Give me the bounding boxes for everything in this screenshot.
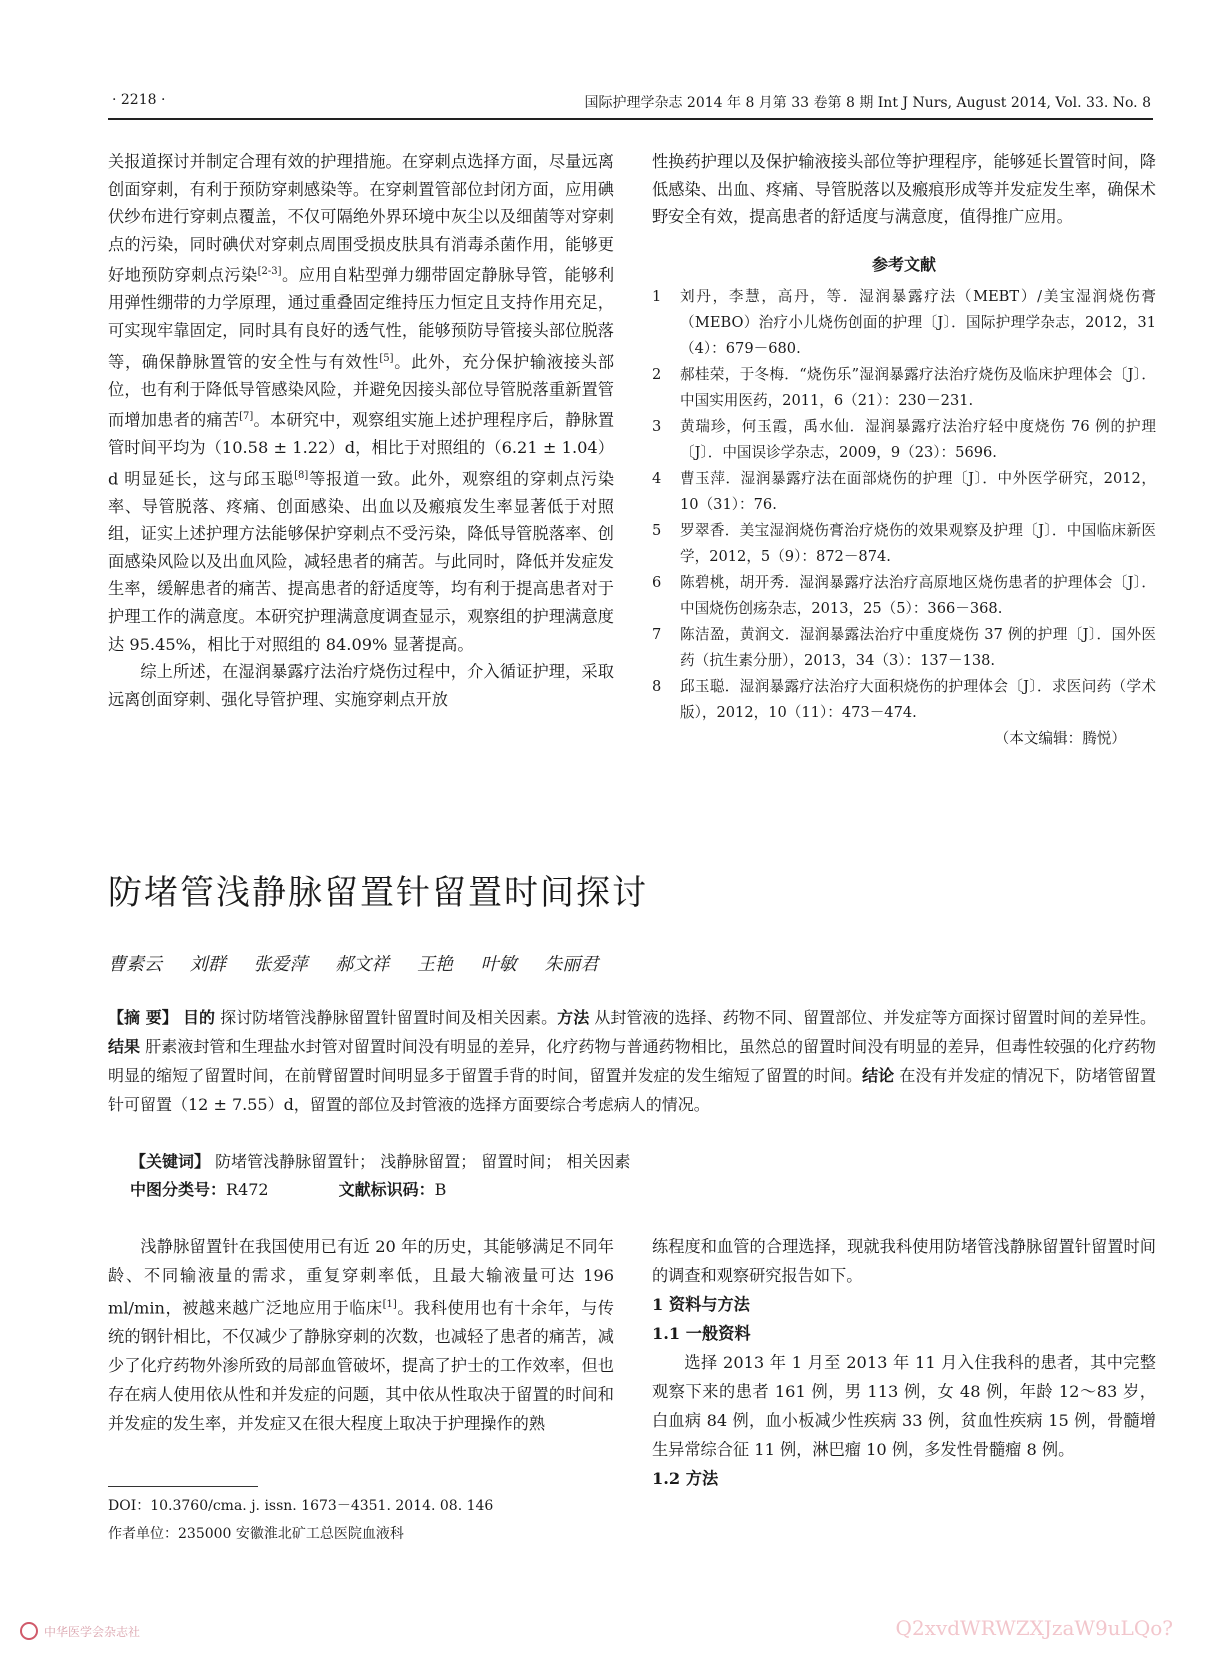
lower-right-column	[652, 1232, 1156, 1493]
reference-item: 7 陈洁盈，黄润文．湿润暴露法治疗中重度烧伤 37 例的护理〔J〕．国外医药（抗生素分册），2013，34（3）：137－138.	[652, 626, 1156, 670]
journal-citation: 国际护理学杂志 2014 年 8 月第 33 卷第 8 期 Int J Nurs, August 2014, Vol. 33. No. 8	[584, 95, 1151, 111]
abstract-label: 【摘 要】	[108, 1008, 178, 1027]
author: 张爱萍	[253, 954, 308, 975]
article-title: 防堵管浅静脉留置针留置时间探讨	[108, 873, 648, 913]
methods-paragraph: 选择 2013 年 1 月至 2013 年 11 月入住我科的患者，其中完整观察下来的患者 161 例，男 113 例，女 48 例，年龄 12～83 岁，白血病 84 例，血小板减少性疾病 33 例，贫血性疾病 15 例，骨髓增生异常综合征 11 例，淋巴瘤 10 例，多发性骨髓瘤 8 例。	[652, 1353, 1156, 1459]
publisher-logo: 中华医学会杂志社	[20, 1622, 140, 1640]
upper-right-column	[652, 148, 1156, 752]
author: 叶敏	[480, 954, 517, 975]
logo-icon	[20, 1622, 38, 1640]
author: 王艳	[416, 954, 453, 975]
author: 曹素云	[108, 954, 162, 975]
subsection-heading: 1.1 一般资料	[652, 1324, 751, 1343]
reference-item: 8 邱玉聪．湿润暴露疗法治疗大面积烧伤的护理体会〔J〕．求医问药（学术版），2012，10（11）：473－474.	[652, 678, 1156, 722]
author-unit-note: 作者单位：235000 安徽淮北矿工总医院血液科	[108, 1526, 404, 1542]
author: 郝文祥	[335, 954, 390, 975]
reference-list	[652, 284, 1156, 726]
header-rule	[108, 118, 1153, 120]
section-heading: 1 资料与方法	[652, 1295, 750, 1314]
subsection-heading: 1.2 方法	[652, 1469, 719, 1488]
author: 朱丽君	[544, 954, 599, 975]
keywords: 【关键词】 防堵管浅静脉留置针； 浅静脉留置； 留置时间； 相关因素	[130, 1152, 631, 1171]
keywords-label: 【关键词】	[130, 1152, 211, 1171]
reference-item: 3 黄瑞珍，何玉霞，禹水仙．湿润暴露疗法治疗轻中度烧伤 76 例的护理〔J〕．中国误诊学杂志，2009，9（23）：5696.	[652, 418, 1156, 462]
reference-item: 6 陈碧桃，胡开秀．湿润暴露疗法治疗高原地区烧伤患者的护理体会〔J〕．中国烧伤创疡杂志，2013，25（5）：366－368.	[652, 574, 1156, 618]
references-heading: 参考文献	[871, 254, 936, 274]
intro-paragraph: 浅静脉留置针在我国使用已有近 20 年的历史，其能够满足不同年龄、不同输液量的需求，重复穿刺率低，且最大输液量可达 196 ml/min，被越来越广泛地应用于临床[1]。我科使用也有十余年，与传统的钢针相比，不仅减少了静脉穿刺的次数，也减轻了患者的痛苦，减少了化疗药物外渗所致的局部血管破坏，提高了护士的工作效率，但也存在病人使用依从性和并发症的问题，其中依从性取决于留置的时间和并发症的发生率，并发症又在很大程度上取决于护理操作的熟	[108, 1237, 614, 1434]
footnote-rule	[108, 1486, 258, 1487]
editor-note: （本文编辑：腾悦）	[994, 730, 1126, 748]
classification: 中图分类号：R472 文献标识码：B	[130, 1180, 447, 1199]
reference-item: 5 罗翠香．美宝湿润烧伤膏治疗烧伤的效果观察及护理〔J〕．中国临床新医学，2012，5（9）：872－874.	[652, 522, 1156, 566]
conclusion-paragraph: 综上所述，在湿润暴露疗法治疗烧伤过程中，介入循证护理，采取远离创面穿刺、强化导管护理、实施穿刺点开放	[108, 662, 614, 709]
conclusion-continued: 性换药护理以及保护输液接头部位等护理程序，能够延长置管时间，降低感染、出血、疼痛、导管脱落以及瘢痕形成等并发症发生率，确保术野安全有效，提高患者的舒适度与满意度，值得推广应用。	[652, 152, 1156, 227]
reference-item: 1 刘丹，李慧，高丹，等．湿润暴露疗法（MEBT）/美宝湿润烧伤膏（MEBO）治疗小儿烧伤创面的护理〔J〕．国际护理学杂志，2012，31（4）：679－680.	[652, 288, 1156, 358]
abstract: 【摘 要】 目的 探讨防堵管浅静脉留置针留置时间及相关因素。方法 从封管液的选择、药物不同、留置部位、并发症等方面探讨留置时间的差异性。结果 肝素液封管和生理盐水封管对留置时间没有明显的差异，化疗药物与普通药物相比，虽然总的留置时间没有明显的差异，但毒性较强的化疗药物明显的缩短了留置时间，在前臂留置时间明显多于留置手背的时间，留置并发症的发生缩短了留置的时间。结论 在没有并发症的情况下，防堵管留置针可留置（12 ± 7.55）d，留置的部位及封管液的选择方面要综合考虑病人的情况。	[108, 1008, 1156, 1114]
page-number: · 2218 ·	[112, 92, 166, 108]
upper-left-column	[108, 148, 614, 713]
author: 刘群	[189, 954, 226, 975]
reference-item: 2 郝桂荣，于冬梅．“烧伤乐”湿润暴露疗法治疗烧伤及临床护理体会〔J〕．中国实用医药，2011，6（21）：230－231.	[652, 366, 1156, 410]
doi-note: DOI：10.3760/cma. j. issn. 1673－4351. 2014. 08. 146	[108, 1498, 494, 1514]
author-list	[108, 950, 620, 976]
discussion-paragraph: 关报道探讨并制定合理有效的护理措施。在穿刺点选择方面，尽量远离创面穿刺，有利于预防穿刺感染等。在穿刺置管部位封闭方面，应用碘伏纱布进行穿刺点覆盖，不仅可隔绝外界环境中灰尘以及细菌等对穿刺点的污染，同时碘伏对穿刺点周围受损皮肤具有消毒杀菌作用，能够更好地预防穿刺点污染[2-3]。应用自粘型弹力绷带固定静脉导管，能够利用弹性绷带的力学原理，通过重叠固定维持压力恒定且支持作用充足，可实现牢靠固定，同时具有良好的透气性，能够预防导管接头部位脱落等，确保静脉置管的安全性与有效性[5]。此外，充分保护输液接头部位，也有利于降低导管感染风险，并避免因接头部位导管脱落重新置管而增加患者的痛苦[7]。本研究中，观察组实施上述护理程序后，静脉置管时间平均为（10.58 ± 1.22）d，相比于对照组的（6.21 ± 1.04）d 明显延长，这与邱玉聪[8]等报道一致。此外，观察组的穿刺点污染率、导管脱落、疼痛、创面感染、出血以及瘢痕发生率显著低于对照组，证实上述护理方法能够保护穿刺点不受污染，降低导管脱落率、创面感染风险以及出血风险，减轻患者的痛苦。与此同时，降低并发症发生率，缓解患者的痛苦、提高患者的舒适度等，均有利于提高患者对于护理工作的满意度。本研究护理满意度调查显示，观察组的护理满意度达 95.45%，相比于对照组的 84.09% 显著提高。	[108, 152, 615, 654]
watermark: Q2xvdWRWZXJzaW9uLQo?	[895, 1616, 1173, 1640]
reference-item: 4 曹玉萍．湿润暴露疗法在面部烧伤的护理〔J〕．中外医学研究，2012，10（31）：76.	[652, 470, 1156, 514]
lower-left-column	[108, 1232, 614, 1438]
intro-continued: 练程度和血管的合理选择，现就我科使用防堵管浅静脉留置针留置时间的调查和观察研究报告如下。	[652, 1237, 1156, 1285]
